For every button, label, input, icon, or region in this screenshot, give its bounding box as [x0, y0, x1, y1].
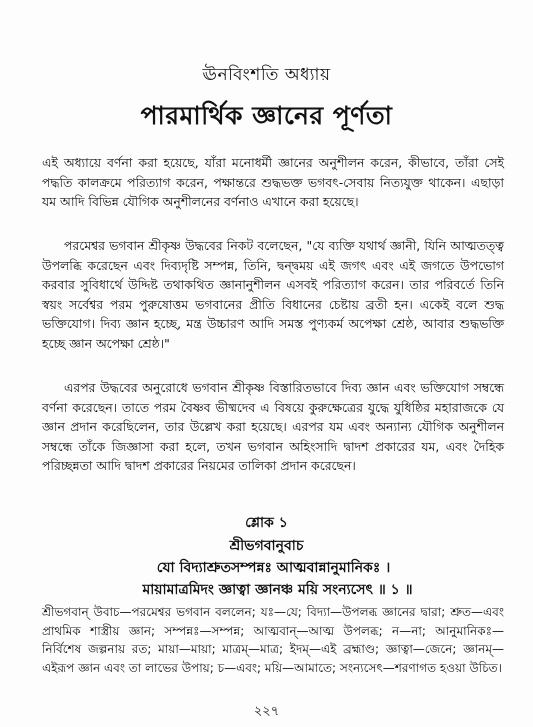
verse-line-1: যো বিদ্যাশ্রুতসম্পন্নঃ আত্মবান্নানুমানিকঃ । [156, 560, 391, 576]
verse-heading: শ্লোক ১ [245, 515, 288, 531]
krishna-quote-paragraph: পরমেশ্বর ভগবান শ্রীকৃষ্ণ উদ্ধবের নিকট বলেছেন, "যে ব্যক্তি যথার্থ জ্ঞানী, যিনি আত্মতত্ত্ব উপলব্ধি করেছেন এবং দিব্যদৃষ্টি সম্পন্ন, তিনি, দ্বন্দ্বময় এই জগৎ এবং এই জগতে উপভোগ করবার সুবিধার্থে উদ্দিষ্ট তথাকথিত জ্ঞানানুশীলন এসবই পরিত্যাগ করেন। তার পরিবর্তে তিনি স্বয়ং সর্বেশ্বর পরম পুরুষোত্তম ভগবানের প্রীতি বিধানের চেষ্টায় ব্রতী হন। একেই বলে শুদ্ধ ভক্তিযোগ। দিব্য জ্ঞান হচ্ছে, মন্ত্র উচ্চারণ আদি সমস্ত পুণ্যকর্ম অপেক্ষা শ্রেষ্ঠ, আবার শুদ্ধভক্তি হচ্ছে জ্ঞান অপেক্ষা শ্রেষ্ঠ।" [42, 238, 504, 351]
verse-speaker: শ্রীভগবানুবাচ [229, 538, 304, 554]
chapter-title: পারমার্থিক জ্ঞানের পূর্ণতা [140, 101, 393, 130]
context-paragraph: এরপর উদ্ধবের অনুরোধে ভগবান শ্রীকৃষ্ণ বিস্তারিতভাবে দিব্য জ্ঞান এবং ভক্তিযোগ সম্বন্ধে বর্ণনা করেছেন। তাতে পরম বৈষ্ণব ভীষ্মদেব এ বিষয়ে কুরুক্ষেত্রের যুদ্ধে যুধিষ্ঠির মহারাজকে যে জ্ঞান প্রদান করেছিলেন, তার উল্লেখ করা হয়েছে। এরপর যম এবং অন্যান্য যৌগিক অনুশীলন সম্বন্ধে তাঁকে জিজ্ঞাসা করা হলে, তখন ভগবান অহিংসাদি দ্বাদশ প্রকারের যম, এবং দৈহিক পরিচ্ছন্নতা আদি দ্বাদশ প্রকারের নিয়মের তালিকা প্রদান করেছেন। [42, 380, 504, 474]
chapter-number-label: ঊনবিংশতি অধ্যায় [202, 65, 331, 85]
page-number: ২২৭ [253, 704, 280, 719]
verse-line-2: মায়ামাত্রমিদং জ্ঞাত্বা জ্ঞানঞ্চ ময়ি সংন্যসেৎ ॥ ১ ॥ [142, 582, 413, 598]
chapter-summary-paragraph: এই অধ্যায়ে বর্ণনা করা হয়েছে, যাঁরা মনোধর্মী জ্ঞানের অনুশীলন করেন, কীভাবে, তাঁরা সেই পদ্ধতি কালক্রমে পরিত্যাগ করেন, পক্ষান্তরে শুদ্ধভক্ত ভগবৎ-সেবায় নিত্যযুক্ত থাকেন। এছাড়া যম আদি বিভিন্ন যৌগিক অনুশীলনের বর্ণনাও এখানে করা হয়েছে। [42, 155, 504, 210]
word-for-word-synonyms: শ্রীভগবান্ উবাচ—পরমেশ্বর ভগবান বললেন; যঃ—যে; বিদ্যা—উপলব্ধ জ্ঞানের দ্বারা; শ্রুত—এবং প্রাথমিক শাস্ত্রীয় জ্ঞান; সম্পন্নঃ—সম্পন্ন; আত্মবান্—আত্ম উপলব্ধ; ন—না; আনুমানিকঃ—নির্বিশেষ জল্পনায় রত; মায়া—মায়া; মাত্রম্—মাত্র; ইদম্—এই ব্রহ্মাণ্ড; জ্ঞাত্বা—জেনে; জ্ঞানম্—এইরূপ জ্ঞান এবং তা লাভের উপায়; চ—এবং; ময়ি—আমাতে; সংন্যসেৎ—শরণাগত হওয়া উচিত। [42, 605, 504, 675]
